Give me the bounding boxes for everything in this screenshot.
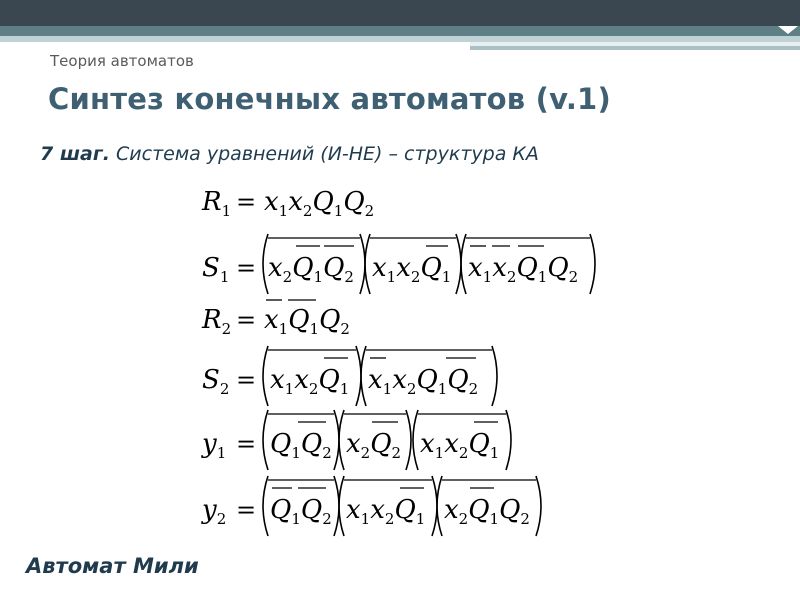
slide-title: Синтез конечных автоматов (v.1) (48, 82, 611, 116)
svg-text:y2: $y_2$ (202, 495, 227, 528)
svg-text:R1: $R_1$ (202, 187, 232, 220)
header-band-line (470, 46, 800, 50)
svg-text:x2Q1Q2: $x_2Q_1Q_2$ (444, 495, 530, 528)
header-band-mid (0, 26, 800, 36)
svg-text:R2: $R_2$ (202, 305, 232, 338)
svg-text:x2Q1Q2: $x_2Q_1Q_2$ (268, 253, 354, 286)
svg-text:x1x2Q1: $x_1x_2Q_1$ (372, 253, 452, 286)
svg-text:x1x2Q1: $x_1x_2Q_1$ (270, 365, 350, 398)
svg-text:=: = (236, 496, 257, 524)
slide-subtitle: Теория автоматов (50, 52, 194, 70)
header-notch-icon (778, 26, 798, 34)
svg-text:Q1Q2: $Q_1Q_2$ (270, 495, 332, 528)
equation-r1 (201, 187, 374, 220)
svg-text:=: = (236, 366, 257, 394)
svg-text:x1x2Q1: $x_1x_2Q_1$ (346, 495, 426, 528)
svg-text:x1x2Q1Q2: $x_1x_2Q_1Q_2$ (368, 365, 479, 398)
svg-text:Q1Q2: $Q_1Q_2$ (270, 429, 332, 462)
svg-text:=: = (236, 430, 257, 458)
automaton-type-label: Автомат Мили (26, 554, 199, 578)
svg-text:=: = (236, 188, 257, 216)
svg-text:x2Q2: $x_2Q_2$ (346, 429, 402, 462)
svg-text:=: = (236, 306, 257, 334)
step-heading (40, 143, 539, 165)
step-text: Система уравнений (И-НЕ) – структура КА (116, 143, 539, 165)
svg-text:y1: $y_1$ (202, 429, 227, 462)
equation-formulas (192, 180, 602, 540)
svg-text:S1: $S_1$ (202, 253, 230, 286)
svg-text:=: = (236, 254, 257, 282)
equation-s1 (202, 234, 595, 294)
svg-text:x1Q1Q2: $x_1Q_1Q_2$ (264, 305, 350, 338)
header-band-dark (0, 0, 800, 26)
svg-text:x1x2Q1Q2: $x_1x_2Q_1Q_2$ (468, 253, 579, 286)
svg-text:S2: $S_2$ (202, 365, 230, 398)
svg-text:x1x2Q1: $x_1x_2Q_1$ (420, 429, 500, 462)
step-label: 7 шаг. (40, 143, 110, 165)
equation-r2 (201, 300, 350, 338)
svg-text:x1x2Q1Q2: $x_1x_2Q_1Q_2$ (264, 187, 375, 220)
equation-y2 (201, 476, 541, 536)
equation-y1 (201, 410, 511, 470)
equation-s2 (202, 346, 497, 406)
equation-system (192, 180, 602, 540)
